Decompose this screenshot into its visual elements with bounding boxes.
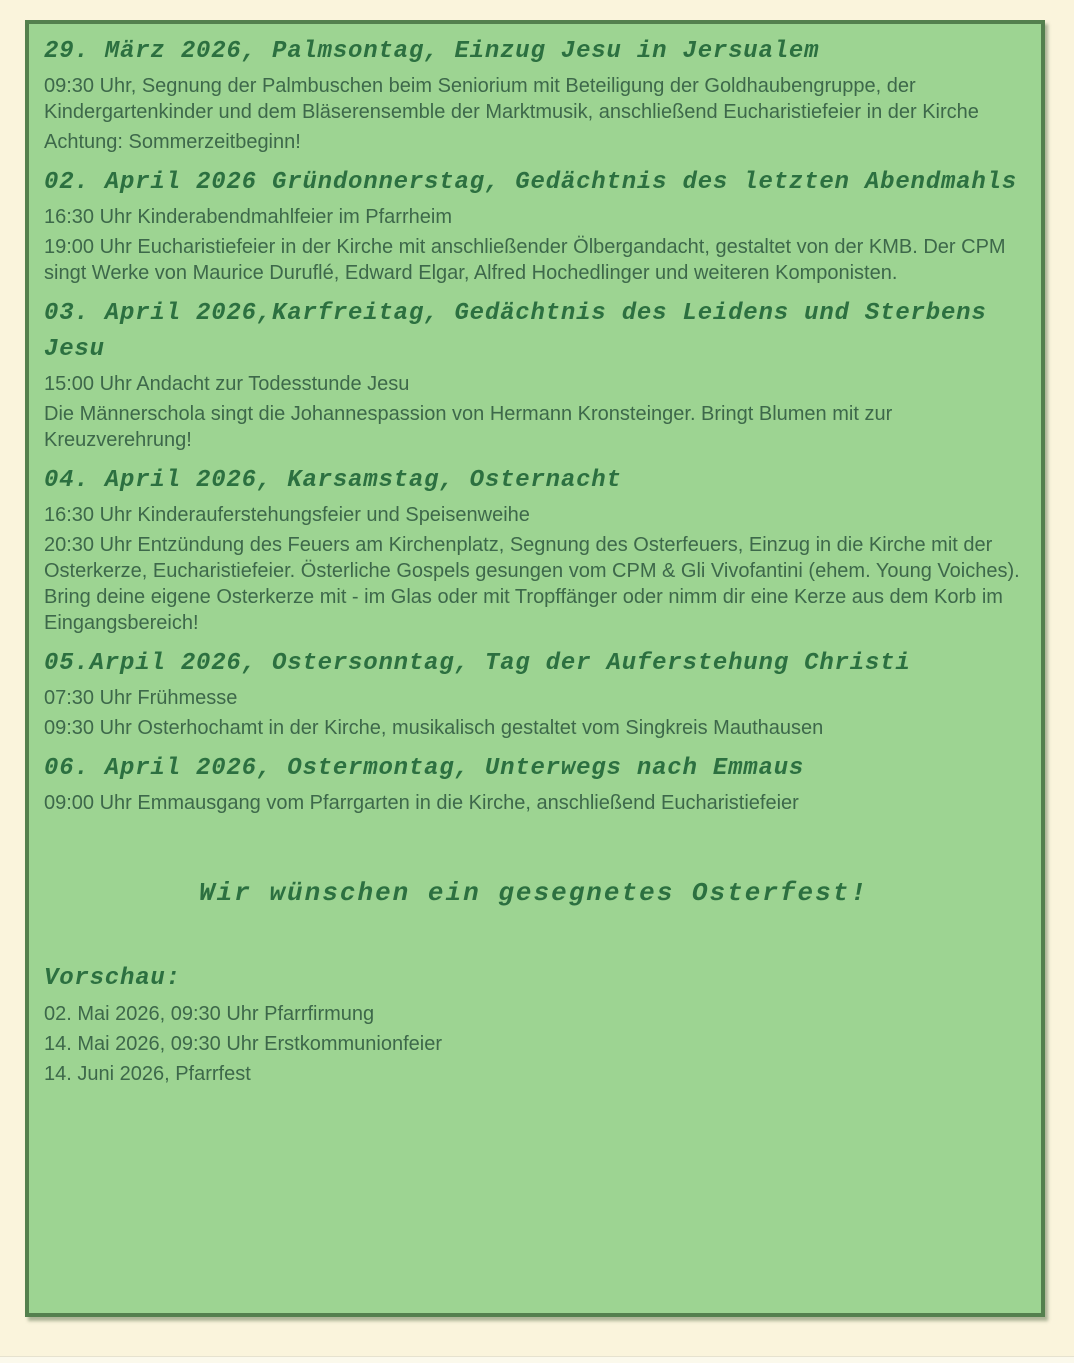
event-section-ostermontag [44,751,1023,816]
event-paragraph: Die Männerschola singt die Johannespassion von Hermann Kronsteinger. Bringt Blumen mit zur Kreuzverehrung! [44,403,893,451]
event-heading: 29. März 2026, Palmsontag, Einzug Jesu in Jersualem [44,38,820,65]
event-heading: 06. April 2026, Ostermontag, Unterwegs nach Emmaus [44,755,805,782]
event-paragraph: Achtung: Sommerzeitbeginn! [44,131,301,153]
event-heading: 05.Arpil 2026, Ostersonntag, Tag der Auferstehung Christi [44,650,911,677]
event-section-karsamstag [44,463,1023,636]
event-heading: 02. April 2026 Gründonnerstag, Gedächtnis des letzten Abendmahls [44,169,1017,196]
event-paragraph: 19:00 Uhr Eucharistiefeier in der Kirche mit anschließender Ölbergandacht, gestaltet von der KMB. Der CPM singt Werke von Maurice Duruflé, Edward Elgar, Alfred Hochedlinger und weiteren Komponisten. [44,236,1006,284]
preview-item: 02. Mai 2026, 09:30 Uhr Pfarrfirmung [44,1003,375,1025]
event-heading: 03. April 2026,Karfreitag, Gedächtnis des Leidens und Sterbens Jesu [44,300,987,363]
event-section-karfreitag [44,296,1023,453]
event-section-palmsonntag [44,34,1023,155]
event-paragraph: 07:30 Uhr Frühmesse [44,687,238,709]
page-bottom-strip [0,1356,1074,1363]
event-section-ostersonntag [44,646,1023,741]
event-paragraph: 20:30 Uhr Entzündung des Feuers am Kirchenplatz, Segnung des Osterfeuers, Einzug in die Kirche mit der Osterkerze, Eucharistiefeier. Österliche Gospels gesungen vom CPM & Gli Vivofantini (ehem. Young Voiches). Bring deine eigene Osterkerze mit - im Glas oder mit Tropffänger oder nimm dir eine Kerze aus dem Korb im Eingangsbereich! [44,534,1020,634]
greeting-line: Wir wünschen ein gesegnetes Osterfest! [199,878,868,908]
event-paragraph: 09:00 Uhr Emmausgang vom Pfarrgarten in die Kirche, anschließend Eucharistiefeier [44,792,799,814]
event-paragraph: 16:30 Uhr Kinderabendmahlfeier im Pfarrheim [44,206,452,228]
event-heading: 04. April 2026, Karsamstag, Osternacht [44,467,622,494]
event-paragraph: 15:00 Uhr Andacht zur Todesstunde Jesu [44,373,410,395]
preview-heading: Vorschau: [44,965,181,992]
event-paragraph: 09:30 Uhr, Segnung der Palmbuschen beim Seniorium mit Beteiligung der Goldhaubengruppe, der Kindergartenkinder und dem Bläserensemble der Marktmusik, anschließend Eucharistiefeier in der Kirche [44,75,979,123]
event-section-gruendonnerstag [44,165,1023,286]
preview-item: 14. Mai 2026, 09:30 Uhr Erstkommunionfeier [44,1033,442,1055]
event-paragraph: 16:30 Uhr Kinderauferstehungsfeier und Speisenweihe [44,504,530,526]
easter-schedule-panel [25,20,1045,1317]
preview-item: 14. Juni 2026, Pfarrfest [44,1063,251,1085]
event-paragraph: 09:30 Uhr Osterhochamt in der Kirche, musikalisch gestaltet vom Singkreis Mauthausen [44,717,824,739]
